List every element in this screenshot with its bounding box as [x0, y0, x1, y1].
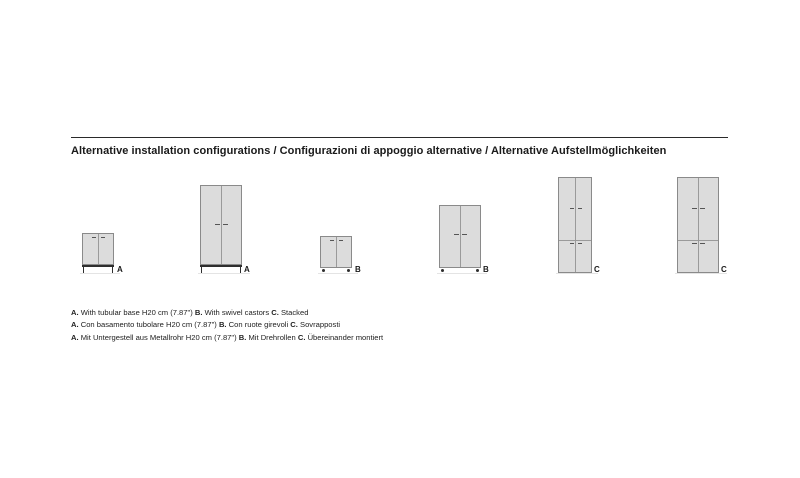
config-label-a: A	[117, 265, 123, 274]
castor-wheel	[322, 269, 325, 272]
floor-line	[675, 273, 727, 274]
floor-line	[556, 273, 598, 274]
legend-text-a: Mit Untergestell aus Metallrohr H20 cm (7.87")	[80, 332, 237, 342]
legend-text-c: Stacked	[280, 308, 309, 317]
legend-key-a: A.	[71, 308, 79, 317]
legend-key-c: C.	[271, 308, 279, 317]
legend-key-a: A.	[71, 320, 79, 330]
legend-key-b: B.	[218, 320, 227, 330]
legend-text-c: Übereinander montiert	[307, 332, 384, 342]
cabinet-stacked	[558, 177, 592, 273]
castor-wheel	[347, 269, 350, 272]
legend-text-a: With tubular base H20 cm (7.87")	[80, 308, 193, 317]
legend-text-a: Con basamento tubolare H20 cm (7.87")	[80, 320, 217, 330]
config-label-b: B	[483, 265, 489, 274]
legend-row-english	[71, 307, 383, 319]
cabinet-stacked	[677, 177, 719, 273]
floor-line	[318, 273, 358, 274]
config-label-b: B	[355, 265, 361, 274]
legend-key-c: C.	[290, 320, 298, 330]
legend-text-b: Mit Drehrollen	[248, 332, 296, 342]
legend-row-german	[71, 332, 383, 344]
legend-text-b: Con ruote girevoli	[228, 320, 289, 330]
legend-text-c: Sovrapposti	[300, 320, 341, 330]
legend-row-italian	[71, 319, 383, 331]
legend-key-b: B.	[194, 308, 203, 317]
floor-line	[80, 273, 120, 274]
legend-key-a: A.	[71, 332, 79, 342]
base-leg	[201, 265, 202, 273]
config-label-a: A	[244, 265, 250, 274]
base-leg	[83, 265, 84, 273]
config-label-c: C	[721, 265, 727, 274]
floor-line	[437, 273, 487, 274]
base-leg	[240, 265, 241, 273]
cabinet-small	[320, 236, 352, 268]
tubular-base	[200, 265, 242, 267]
legend-text-b: With swivel castors	[204, 308, 270, 317]
castor-wheel	[441, 269, 444, 272]
cabinet-tall	[439, 205, 481, 268]
castor-wheel	[476, 269, 479, 272]
config-label-c: C	[594, 265, 600, 274]
legend-key-c: C.	[297, 332, 306, 342]
tubular-base	[82, 265, 114, 267]
legend-key-b: B.	[238, 332, 247, 342]
floor-line	[198, 273, 250, 274]
base-leg	[112, 265, 113, 273]
section-title: Alternative installation configurations / Configurazioni di appoggio alternative / Alternative Aufstellmöglichkeiten	[71, 145, 667, 157]
cabinet-tall	[200, 185, 242, 265]
legend	[71, 307, 383, 344]
cabinet-small	[82, 233, 114, 265]
